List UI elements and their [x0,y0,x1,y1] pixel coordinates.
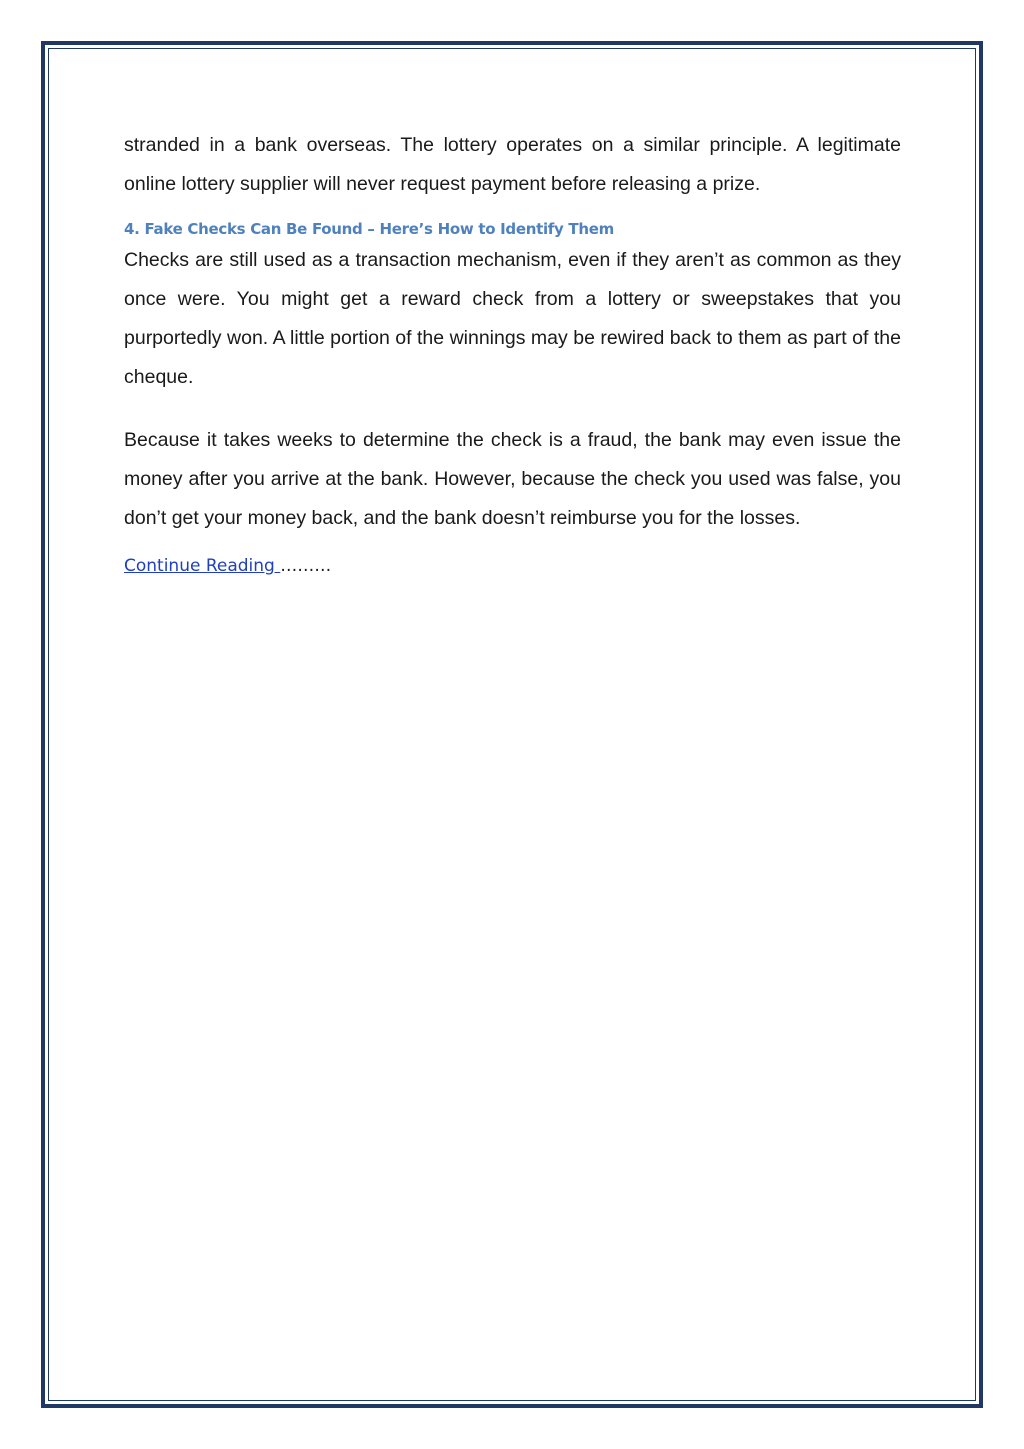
continue-ellipsis: ……… [280,556,332,576]
page-content [124,124,901,578]
paragraph-continuation: stranded in a bank overseas. The lottery operates on a similar principle. A legitimate online lottery supplier will never request payment before releasing a prize. [124,134,901,195]
section-heading: 4. Fake Checks Can Be Found – Here’s How to Identify Them [124,220,614,238]
continue-reading-link[interactable]: Continue Reading [124,556,281,576]
paragraph-fraud: Because it takes weeks to determine the check is a fraud, the bank may even issue the money after you arrive at the bank. However, because the check you used was false, you don’t get your money back, and the bank doesn’t reimburse you for the losses. [124,429,901,529]
paragraph-checks: Checks are still used as a transaction mechanism, even if they aren’t as common as they once were. You might get a reward check from a lottery or sweepstakes that you purportedly won. A little portion of the winnings may be rewired back to them as part of the cheque. [124,249,901,388]
continue-reading-line [124,554,901,578]
